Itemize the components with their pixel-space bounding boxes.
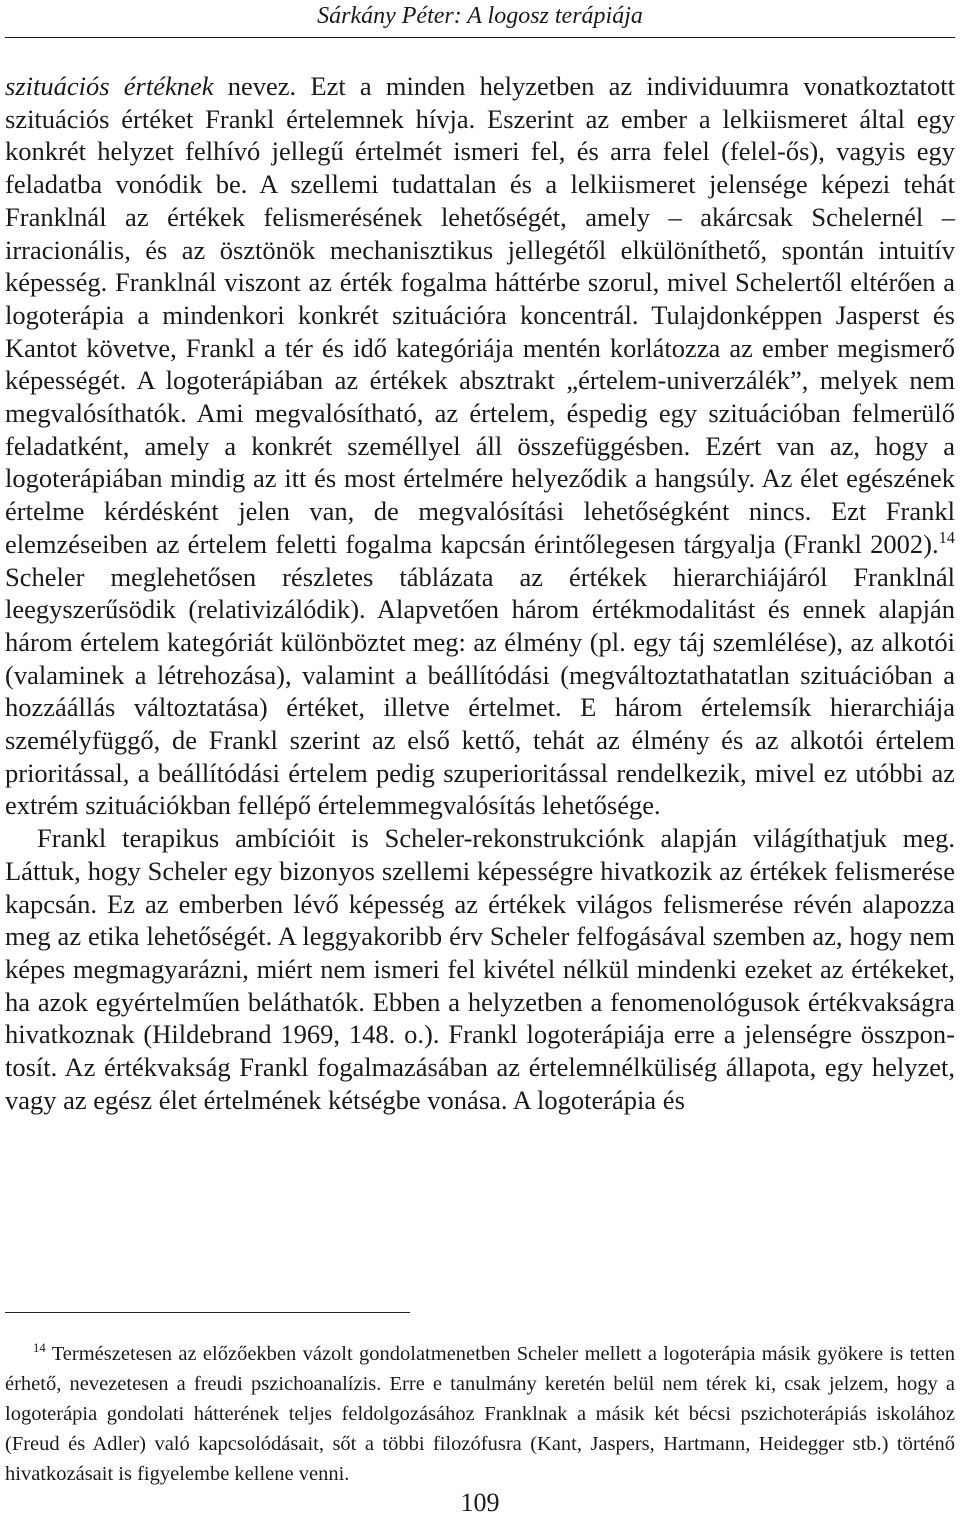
main-text — [5, 70, 955, 1117]
footnote-divider — [5, 1312, 410, 1313]
italic-term: szituációs értéknek — [5, 71, 214, 101]
footnote-text: Természetesen az előzőekben vázolt gondolatmenetben Scheler mellett a logoterápia másik gyökere is tetten érhető, nevezetesen a freudi pszichoanalízis. Erre e tanulmány keretén belül nem térek ki, csak jelzem, hogy a logoterápia gondolati hátterének teljes feldolgozásához Franklnak a másik két bécsi pszichoterápiás iskolához (Freud és Adler) való kapcsolódásait, sőt a többi filozófusra (Kant, Jaspers, Hartmann, Heidegger stb.) történő hivatkozásait is figyelembe kellene venni. — [5, 1343, 955, 1485]
footnote: $^{14}$ Természetesen az előzőekben vázolt gondolatmenetben Scheler mellett a logoterápia másik gyökere is tetten érhető, nevezetesen a freudi pszichoanalízis. Erre e tanulmány keretén belül nem térek ki, csak jelzem, hogy a logoterápia gondolati hátterének teljes feldolgozásához Franklnak a másik két bécsi pszichoterápiás iskolához (Freud és Adler) való kapcsolódásait, sőt a többi filozófusra (Kant, Jaspers, Hartmann, Heidegger stb.) történő hivatkozásait is figyelembe kellene venni. — [5, 1341, 955, 1485]
paragraph-1-text: nevez. Ezt a minden helyzetben az individuumra vonatkoztatott szituációs értéket Frankl értelemnek hívja. Eszerint az ember a lelkiismeret által egy konkrét helyzet felhívó jellegű értelmét ismeri fel, és arra felel (felel-ős), vagyis egy feladatba vonódik be. A szellemi tudattalan és a lelkiismeret jelensége képezi tehát Franklnál az értékek felismerésének lehetőségét, amely – akárcsak Schelernél – irracionális, és az ösztönök mechanisztikus jellegétől elkülöníthető, spontán intuitív képesség. Franklnál viszont az érték fogalma háttérbe szorul, mivel Schelertől eltérően a logoterápia a mindenkori konkrét szituációra koncentrál. Tulajdonképpen Jasperst és Kantot követve, Frankl a tér és idő kategóriája mentén korlátozza az ember megismerő képességét. A logoterápiában az értékek absztrakt „értelem-univerzálék”, melyek nem megvalósíthatók. Ami megvalósítható, az értelem, éspedig egy szituációban felmerülő feladatként, amely a konkrét személlyel áll összefüggésben. Ezért van az, hogy a logoterápiában mindig az itt és most értelmére helyeződik a hangsúly. Az élet egészének értelme kérdésként jelen van, de megvalósítási lehetőségként nincs. Ezt Frankl elemzéseiben az értelem feletti fogalma kapcsán érintőlegesen tárgyalja (Frankl 2002). — [5, 71, 956, 559]
running-title: Sárkány Péter: A logosz terápiája — [317, 3, 643, 29]
page-number: 109 — [460, 1488, 500, 1517]
paragraph-1 — [5, 70, 955, 822]
paragraph-2: Frankl terapikus ambícióit is Scheler-rekonstrukciónk alapján világíthatjuk meg. Láttuk, hogy Scheler egy bizonyos szellemi képességre hivatkozik az értékek felismerése kapcsán. Ez az emberben lévő képesség az értékek világos felismerése révén alapozza meg az etika lehetőségét. A leggyakoribb érv Scheler felfogásával szemben az, hogy nem képes megmagyarázni, miért nem ismeri fel kivétel nélkül mindenki ezeket az értékeket, ha azok egyértelműen beláthatók. Ebben a helyzetben a fenomenológusok értékvakságra hivatkoznak (Hildebrand 1969, 148. o.). Frankl logoterápiája erre a jelenségre összpontosít. Az értékvakság Frankl fogalmazásában az értelemnélküliség állapota, egy helyzet, vagy az egész élet értelmének kétségbe vonása. A logoterápia és — [5, 823, 955, 1115]
paragraph-1-tail: Scheler meglehetősen részletes táblázata az értékek hierarchiájáról Franklnál leegyszerűsödik (relativizálódik). Alapvetően három értékmodalitást és ennek alapján három értelem kategóriát különböztet meg: az élmény (pl. egy táj szemlélése), az alkotói (valaminek a létrehozása), valamint a beállítódási (megváltoztathatatlan szituációban a hozzáállás változtatása) értéket, illetve értelmet. E három értelemsík hierarchiája személyfüggő, de Frankl szerint az első kettő, tehát az élmény és az alkotói értelem prioritással, a beállítódási értelem pedig szuperioritással rendelkezik, mivel ez utóbbi az extrém szituációkban fellépő értelemmegvalósítás lehetősége. — [5, 561, 955, 821]
footnote-reference[interactable]: 14 — [938, 527, 955, 547]
header-divider — [5, 37, 955, 38]
